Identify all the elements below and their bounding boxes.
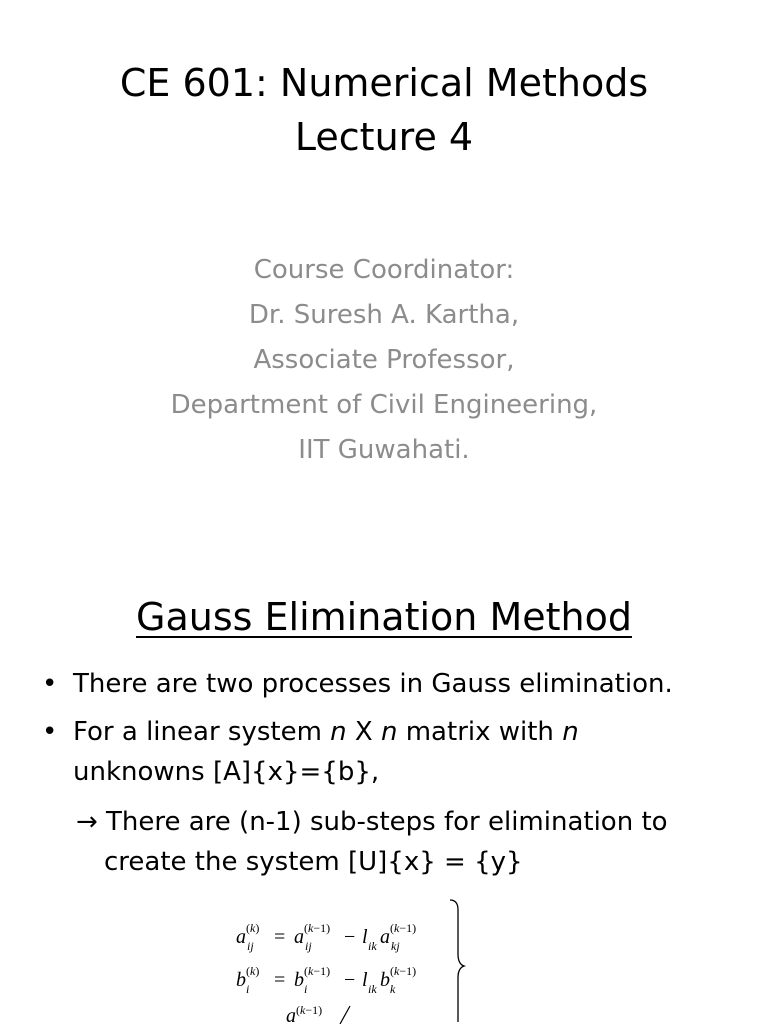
svg-text:(k−1): (k−1) xyxy=(296,1003,323,1017)
sub-point-line1: There are (n-1) sub-steps for elimination to xyxy=(106,807,668,837)
lecture-number: Lecture 4 xyxy=(294,115,474,159)
svg-text:(k): (k) xyxy=(246,921,260,935)
content-slide xyxy=(0,556,768,1024)
bullet-icon: • xyxy=(42,669,58,699)
bullet-text: For a linear system n X n matrix with n unknowns [A]{x}={b}, xyxy=(73,717,579,787)
coordinator-line: Course Coordinator: xyxy=(253,255,515,285)
coordinator-info xyxy=(0,248,768,473)
svg-text:=: = xyxy=(274,926,286,948)
svg-text:b: b xyxy=(380,969,390,991)
svg-text:i: i xyxy=(304,982,308,996)
elimination-equations xyxy=(232,894,472,1024)
coordinator-line: IIT Guwahati. xyxy=(298,435,470,465)
svg-text:ik: ik xyxy=(368,939,377,953)
svg-text:−: − xyxy=(344,969,356,991)
svg-text:a: a xyxy=(236,926,246,948)
svg-text:a: a xyxy=(286,1005,296,1024)
svg-text:(k−1): (k−1) xyxy=(304,921,331,935)
svg-text:(k): (k) xyxy=(246,964,260,978)
course-title: CE 601: Numerical Methods xyxy=(119,61,649,105)
svg-text:(k−1): (k−1) xyxy=(304,964,331,978)
lecture-title xyxy=(0,56,768,164)
svg-text:ik: ik xyxy=(368,982,377,996)
svg-text:l: l xyxy=(362,969,368,991)
bullet-item xyxy=(40,712,740,792)
svg-text:(k−1): (k−1) xyxy=(390,964,417,978)
svg-text:k: k xyxy=(390,982,396,996)
sub-point xyxy=(76,802,736,882)
svg-text:−: − xyxy=(344,926,356,948)
svg-text:ij: ij xyxy=(305,939,312,953)
svg-text:l: l xyxy=(362,926,368,948)
svg-text:ij: ij xyxy=(247,939,254,953)
svg-text:b: b xyxy=(236,969,246,991)
svg-text:=: = xyxy=(274,969,286,991)
bullet-text: There are two processes in Gauss elimination. xyxy=(73,669,673,699)
svg-text:a: a xyxy=(380,926,390,948)
bullet-icon: • xyxy=(42,717,58,747)
svg-text:i: i xyxy=(246,982,250,996)
arrow-icon: → xyxy=(76,807,98,837)
bullet-list xyxy=(40,664,740,800)
svg-text:a: a xyxy=(294,926,304,948)
slide-title: Gauss Elimination Method xyxy=(136,595,632,639)
sub-point-line2: create the system [U]{x} = {y} xyxy=(104,847,523,877)
coordinator-line: Department of Civil Engineering, xyxy=(170,390,598,420)
svg-text:(k−1): (k−1) xyxy=(390,921,417,935)
svg-text:b: b xyxy=(294,969,304,991)
coordinator-line: Dr. Suresh A. Kartha, xyxy=(248,300,520,330)
svg-text:kj: kj xyxy=(391,939,400,953)
coordinator-line: Associate Professor, xyxy=(253,345,515,375)
bullet-item xyxy=(40,664,740,704)
